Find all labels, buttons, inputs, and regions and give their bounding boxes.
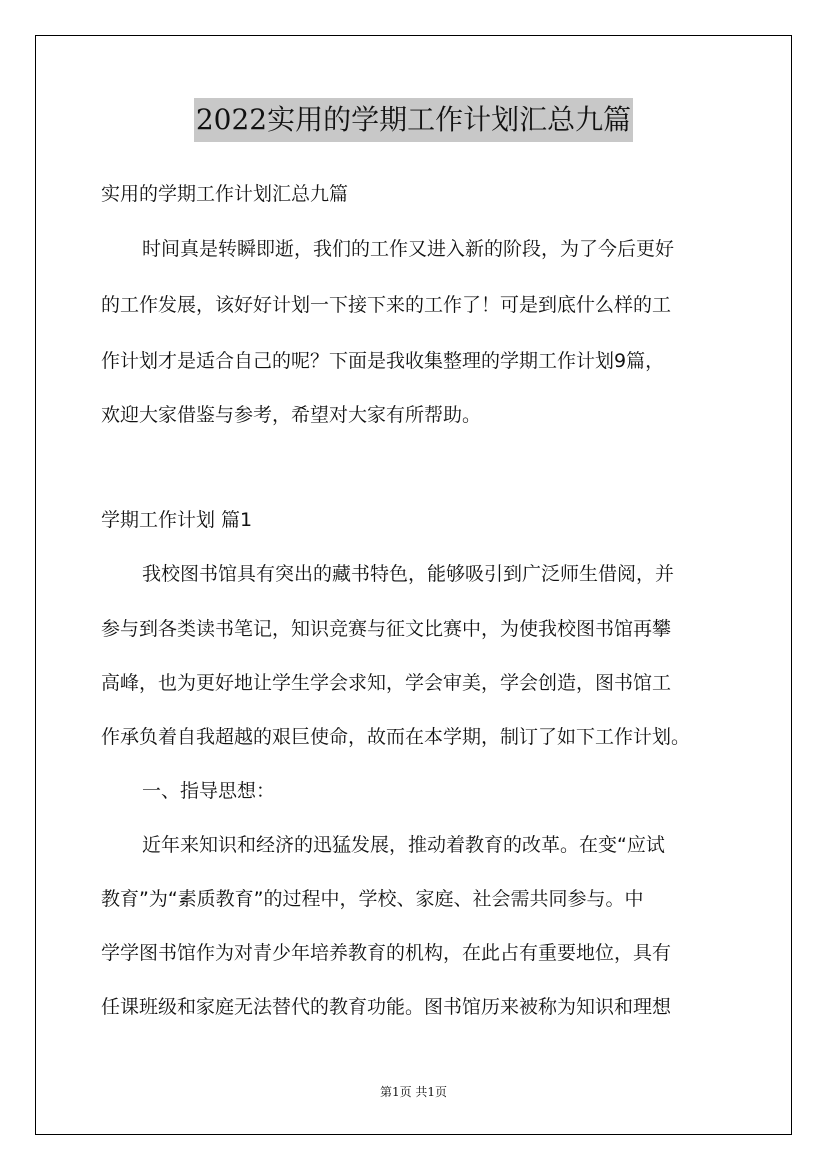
- para2-line-4: 任课班级和家庭无法替代的教育功能。图书馆历来被称为知识和理想: [101, 996, 672, 1018]
- point1-heading: 一、指导思想：: [142, 780, 276, 802]
- para1-line-1: 我校图书馆具有突出的藏书特色，能够吸引到广泛师生借阅，并: [142, 563, 675, 585]
- page-footer: 第1页 共1页: [379, 1085, 448, 1099]
- para2-line-1: 近年来知识和经济的迅猛发展，推动着教育的改革。在变“应试: [142, 834, 665, 856]
- intro-line-2: 的工作发展，该好好计划一下接下来的工作了！可是到底什么样的工: [101, 294, 672, 316]
- document-title-wrap: [0, 98, 827, 142]
- para2-line-2: 教育”为“素质教育”的过程中，学校、家庭、社会需共同参与。中: [101, 888, 644, 910]
- intro-line-3: 作计划才是适合自己的呢？下面是我收集整理的学期工作计划9篇，: [101, 350, 665, 372]
- para1-line-2: 参与到各类读书笔记，知识竞赛与征文比赛中，为使我校图书馆再攀: [101, 618, 672, 640]
- document-title: 2022实用的学期工作计划汇总九篇: [194, 98, 633, 142]
- intro-line-1: 时间真是转瞬即逝，我们的工作又进入新的阶段，为了今后更好: [142, 238, 675, 260]
- para1-line-4: 作承负着自我超越的艰巨使命，故而在本学期，制订了如下工作计划。: [101, 726, 691, 748]
- section-heading: 学期工作计划 篇1: [101, 509, 253, 531]
- document-subtitle: 实用的学期工作计划汇总九篇: [101, 183, 349, 205]
- para2-line-3: 学学图书馆作为对青少年培养教育的机构，在此占有重要地位，具有: [101, 942, 672, 964]
- intro-line-4: 欢迎大家借鉴与参考，希望对大家有所帮助。: [101, 404, 482, 426]
- para1-line-3: 高峰，也为更好地让学生学会求知，学会审美，学会创造，图书馆工: [101, 672, 672, 694]
